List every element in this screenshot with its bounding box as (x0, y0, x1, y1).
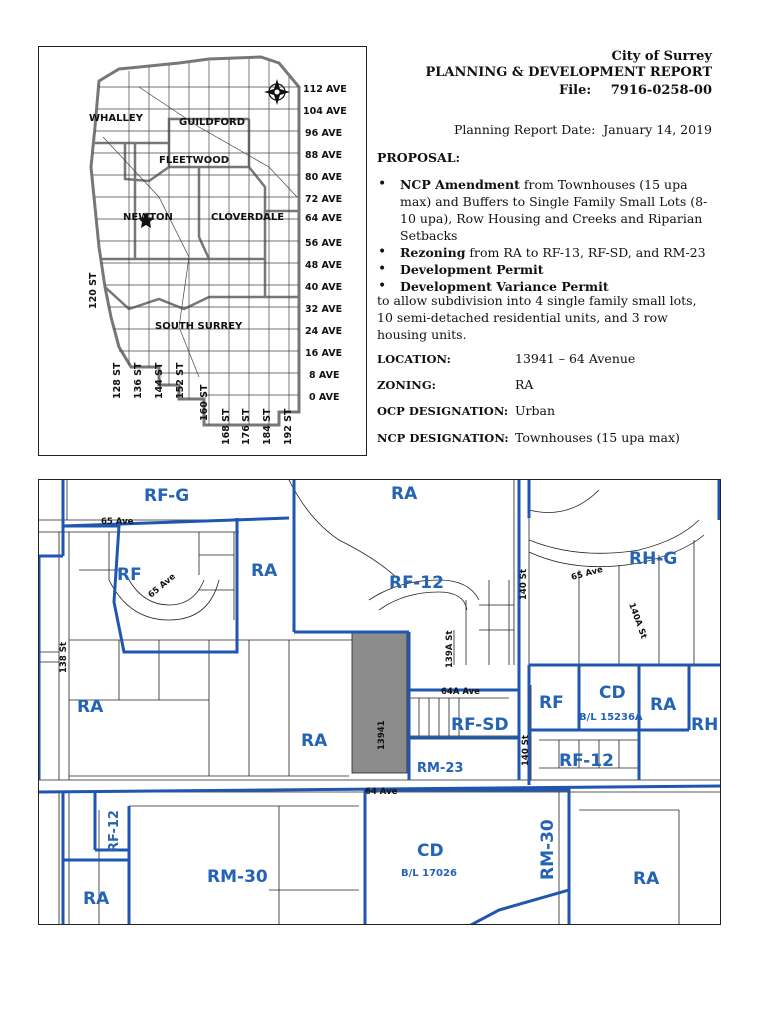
report-date-label: Planning Report Date: (453, 122, 596, 137)
svg-text:192 ST: 192 ST (283, 408, 294, 445)
avenue-labels (303, 84, 347, 403)
svg-text:64 AVE: 64 AVE (305, 213, 343, 224)
svg-text:136 ST: 136 ST (133, 362, 144, 399)
area-south-surrey: SOUTH SURREY (155, 321, 243, 332)
street-64-ave: 64 Ave (365, 787, 398, 797)
proposal-item: • Development Variance Permit (377, 278, 713, 295)
proposal-item: • NCP Amendment from Townhouses (15 upa max) and Buffers to Single Family Small Lots (8-10 upa), Row Housing and Creeks and Riparian Setbacks (377, 176, 713, 244)
street-140a-st: 140A St (626, 601, 649, 641)
zone-ra-left: RA (77, 697, 104, 717)
svg-text:88 AVE: 88 AVE (305, 150, 343, 161)
file-label: File: (559, 83, 592, 98)
area-newton: NEWTON (123, 212, 173, 223)
city-name: City of Surrey (611, 49, 712, 64)
svg-text:0 AVE: 0 AVE (309, 392, 340, 403)
svg-text:144 ST: 144 ST (154, 362, 165, 399)
svg-text:16 AVE: 16 AVE (305, 348, 343, 359)
street-65-ave-curve: 65 Ave (146, 571, 178, 601)
ocp-label: OCP DESIGNATION: (377, 404, 509, 418)
area-fleetwood: FLEETWOOD (159, 155, 230, 166)
svg-text:8 AVE: 8 AVE (309, 370, 340, 381)
area-whalley: WHALLEY (89, 113, 143, 124)
zone-rm30-v: RM-30 (538, 819, 558, 880)
svg-text:112 AVE: 112 AVE (303, 84, 347, 95)
street-65-ave-right: 65 Ave (570, 564, 605, 583)
zone-rm30: RM-30 (207, 867, 268, 887)
zoning-value: RA (515, 377, 534, 392)
zone-ra-br: RA (633, 869, 660, 889)
svg-text:184 ST: 184 ST (262, 408, 273, 445)
zone-ra-bl: RA (83, 889, 110, 909)
zoning-label: ZONING: (377, 378, 436, 392)
svg-text:160 ST: 160 ST (199, 384, 210, 421)
svg-text:128 ST: 128 ST (112, 362, 123, 399)
zone-rhg: RH-G (629, 549, 678, 569)
zone-rf12-b: RF-12 (559, 751, 614, 771)
zone-ra-center: RA (301, 731, 328, 751)
svg-text:72 AVE: 72 AVE (305, 194, 343, 205)
street-138-st: 138 St (59, 642, 69, 673)
svg-text:24 AVE: 24 AVE (305, 326, 343, 337)
location-value: 13941 – 64 Avenue (515, 351, 636, 366)
ncp-value: Townhouses (15 upa max) (515, 430, 680, 445)
zone-rf12: RF-12 (389, 573, 444, 593)
location-row (377, 351, 636, 366)
svg-text:152 ST: 152 ST (175, 362, 186, 399)
svg-text:168 ST: 168 ST (221, 408, 232, 445)
key-map-drawing (39, 47, 368, 457)
zoning-map (38, 479, 721, 925)
zone-rf-small: RF (539, 693, 564, 713)
proposal-item: • Rezoning from RA to RF-13, RF-SD, and RM-23 (377, 244, 713, 261)
proposal-purpose: to allow subdivision into 4 single family small lots, 10 semi-detached residential units, and 3 row housing units. (377, 293, 697, 342)
svg-text:176 ST: 176 ST (241, 408, 252, 445)
street-65-ave-left: 65 Ave (101, 517, 134, 527)
site-address-label: 13941 (377, 720, 387, 750)
street-140-st-lower: 140 St (521, 735, 531, 766)
street-139a-st: 139A St (445, 630, 455, 668)
svg-text:96 AVE: 96 AVE (305, 128, 343, 139)
svg-text:48 AVE: 48 AVE (305, 260, 343, 271)
svg-text:32 AVE: 32 AVE (305, 304, 343, 315)
zone-bl-bottom: B/L 17026 (401, 868, 457, 879)
zoning-map-drawing (39, 480, 721, 925)
zone-cd-top: CD (599, 683, 626, 703)
street-140-st: 140 St (519, 569, 529, 600)
zone-ra-mid: RA (251, 561, 278, 581)
proposal-heading: PROPOSAL: (377, 150, 461, 165)
proposal-list (377, 176, 713, 295)
zone-cd-bottom: CD (417, 841, 444, 861)
svg-text:56 AVE: 56 AVE (305, 238, 343, 249)
report-title: PLANNING & DEVELOPMENT REPORT (425, 65, 712, 80)
report-date: January 14, 2019 (603, 122, 712, 137)
zone-rf12-v: RF-12 (107, 810, 122, 852)
report-date-line (454, 122, 712, 137)
ncp-label: NCP DESIGNATION: (377, 431, 509, 445)
svg-text:104 AVE: 104 AVE (303, 106, 347, 117)
subject-site (352, 633, 407, 773)
svg-text:120 ST: 120 ST (88, 272, 99, 309)
ncp-row (377, 430, 680, 445)
zone-rfg: RF-G (144, 486, 190, 506)
file-number: 7916-0258-00 (610, 83, 712, 98)
zone-ra-right: RA (650, 695, 677, 715)
zone-rf: RF (117, 565, 142, 585)
zone-bl-top: B/L 15236A (579, 712, 643, 723)
area-guildford: GUILDFORD (179, 117, 246, 128)
zone-rh: RH (691, 715, 719, 735)
ocp-row (377, 403, 556, 418)
street-64a-ave: 64A Ave (441, 687, 480, 697)
proposal-item: • Development Permit (377, 261, 713, 278)
key-map (38, 46, 367, 456)
zone-ra-top: RA (391, 484, 418, 504)
zoning-row (377, 377, 534, 392)
zone-rfsd: RF-SD (451, 715, 509, 735)
zone-rm23: RM-23 (417, 761, 464, 776)
ocp-value: Urban (515, 403, 556, 418)
north-arrow-icon (264, 79, 290, 105)
svg-text:80 AVE: 80 AVE (305, 172, 343, 183)
svg-text:40 AVE: 40 AVE (305, 282, 343, 293)
location-label: LOCATION: (377, 352, 451, 366)
area-cloverdale: CLOVERDALE (211, 212, 285, 223)
